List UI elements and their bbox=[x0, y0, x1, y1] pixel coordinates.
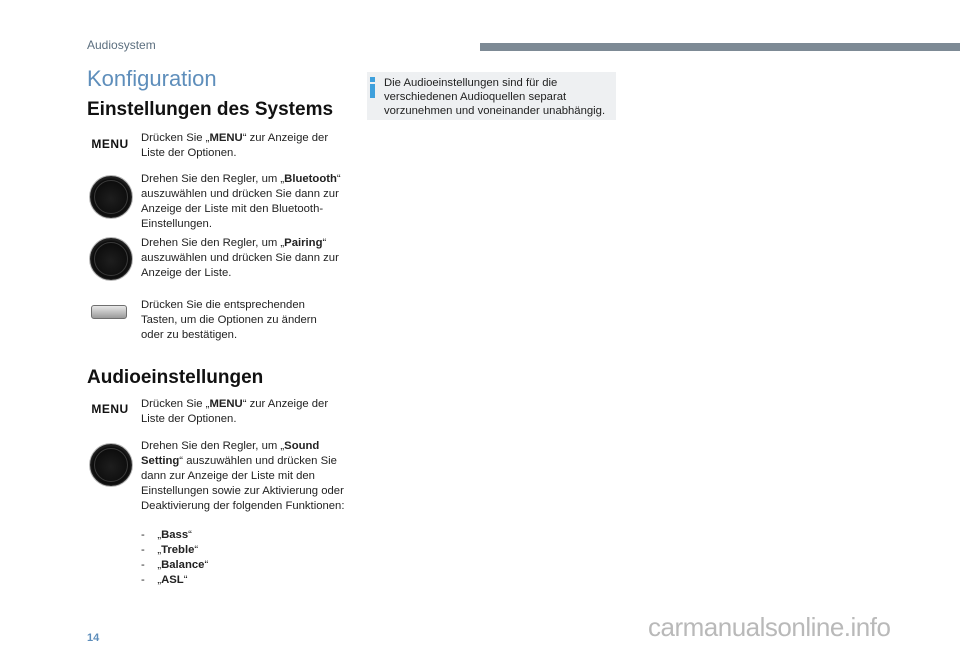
page-number: 14 bbox=[87, 632, 100, 644]
list-item: - „Balance“ bbox=[141, 559, 209, 571]
info-icon bbox=[370, 77, 375, 99]
menu-button-icon: MENU bbox=[91, 137, 129, 151]
section-heading-system: Einstellungen des Systems bbox=[87, 99, 334, 120]
list-item: - „Bass“ bbox=[141, 529, 192, 541]
step-text: Drücken Sie „MENU“ zur Anzeige der Liste der Optionen. bbox=[141, 132, 329, 159]
menu-button-icon: MENU bbox=[91, 402, 129, 416]
watermark: carmanualsonline.info bbox=[648, 612, 891, 642]
rotary-knob-icon bbox=[90, 238, 132, 280]
step-text: Drehen Sie den Regler, um „Sound Setting“ auszuwählen und drücken Sie dann zur Anzeige der Liste mit den Einstellungen sowie zur Aktivierung oder Deaktivierung der folgenden Funktionen: bbox=[141, 440, 345, 512]
info-text: Die Audioeinstellungen sind für die verschiedenen Audioquellen separat vorzunehmen und voneinander unabhängig. bbox=[384, 77, 606, 117]
list-item: - „Treble“ bbox=[141, 544, 199, 556]
function-list bbox=[141, 528, 341, 588]
list-item: - „ASL“ bbox=[141, 574, 188, 586]
step-text: Drehen Sie den Regler, um „Pairing“ auszuwählen und drücken Sie dann zur Anzeige der Liste. bbox=[141, 237, 339, 279]
step-text: Drücken Sie „MENU“ zur Anzeige der Liste der Optionen. bbox=[141, 398, 329, 425]
section-heading-audio: Audioeinstellungen bbox=[87, 367, 264, 388]
step-text: Drücken Sie die entsprechenden Tasten, um die Optionen zu ändern oder zu bestätigen. bbox=[141, 299, 317, 341]
rotary-knob-icon bbox=[90, 176, 132, 218]
step-text: Drehen Sie den Regler, um „Bluetooth“ auszuwählen und drücken Sie dann zur Anzeige der Liste mit den Bluetooth-Einstellungen. bbox=[141, 173, 341, 230]
header-bar bbox=[480, 43, 960, 51]
header-title: Audiosystem bbox=[87, 38, 156, 52]
rotary-knob-icon bbox=[90, 444, 132, 486]
page-title: Konfiguration bbox=[87, 66, 217, 91]
key-button-icon bbox=[91, 305, 127, 319]
